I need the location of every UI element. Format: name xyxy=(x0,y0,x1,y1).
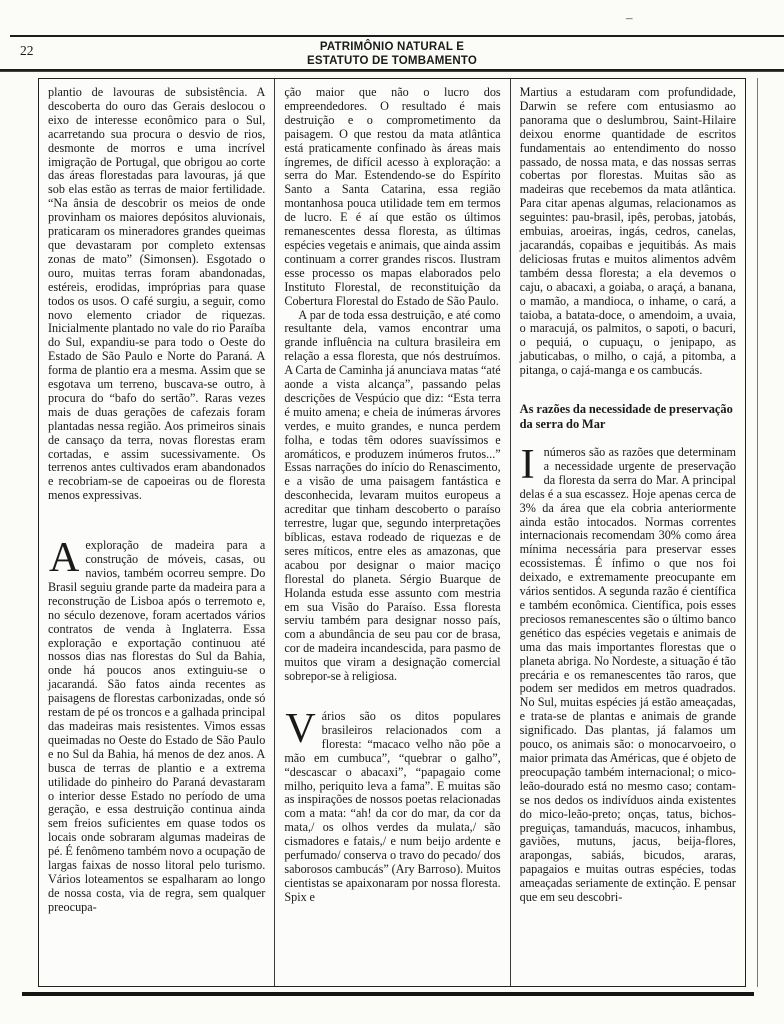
paragraph-text: exploração de madeira para a construção de móveis, casas, ou navios, também ocorreu sempre. Do Brasil seguiu grande parte da madeira para a reconstrução de Lisboa após o terremoto e, no século dezenove, foram acertados vários contratos de venda à Inglaterra. Essa exploração e exportação continuou até nossos dias nas florestas do Sul da Bahia, onde há poucos anos extinguiu-se o jacarandá. São fatos ainda recentes as paisagens de florestas carbonizadas, onde só restam de pé os troncos e a galhada principal das madeiras mais resistentes. Vimos essas queimadas no Oeste do Estado de São Paulo e no Sul da Bahia, há menos de dez anos. A busca de terras de plantio e a extrema utilidade do pinheiro do Paraná devastaram o interior desse Estado no período de uma geração, e essa destruição continua ainda sem freios suficientes em quase todos os locais onde sobraram algumas madeiras de pé. É fenômeno também novo a ocupação de largas faixas de nosso litoral pelo turismo. Vários loteamentos se espalharam ao longo de nossa costa, via de regra, sem qualquer preocupa- xyxy=(48,538,266,914)
top-rule xyxy=(10,35,784,37)
text-column-1 xyxy=(39,79,274,986)
paragraph: plantio de lavouras de subsistência. A descoberta do ouro das Gerais deslocou o eixo de interesse econômico para o Sul, acarretando sua procura o desvio de rios, desmonte de morros e uma incrível imigração de Portugal, que obrigou ao corte das áreas florestadas para lavouras, já que sob elas estão as terras de maior fertilidade. “Na ânsia de descobrir os meios de onde provinham os maiores depósitos aluvionais, praticaram os mineradores grandes queimas que devastaram por completo extensas zonas de mato” (Simonsen). Esgotado o ouro, muitas terras foram abandonadas, estéreis, erodidas, impróprias para quase todos os usos. O café surgiu, a seguir, como novo elemento criador de riquezas. Inicialmente plantado no vale do rio Paraíba do Sul, expandiu-se para todo o Oeste do Estado de São Paulo e Norte do Paraná. A forma de plantio era a mesma. Assim que se esgotava um terreno, buscava-se outro, à procura do “bafo do sertão”. Raras vezes mais de duas gerações de cafezais foram plantadas nessa região. Aos primeiros sinais de cansaço da terra, novas florestas eram cortadas, e assim sucessivamente. Os terrenos antes cultivados eram abandonados e recobriam-se de capoeiras ou de floresta menos expressivas. xyxy=(48,85,266,503)
header-rule xyxy=(0,69,784,72)
bottom-rule xyxy=(22,992,754,996)
paragraph: A par de toda essa destruição, e até como resultante dela, vamos encontrar uma grande influência na cultura brasileira em relação a essa floresta, que nós destruímos. A Carta de Caminha já anunciava matas “até aonde a vista alcança”, passando pelas descrições de Vespúcio que diz: “Esta terra é muito amena; e cheia de inúmeras árvores verdes, e muito grandes, e nunca perdem folha, e todas têm odores suavíssimos e aromáticos, e produzem inúmeros frutos...” Essas narrações do início do Renascimento, e a visão de uma paisagem fantástica e desconhecida, levaram muitos europeus a acreditar que tinham descoberto o paraíso terrestre, lugar que, segundo interpretações bíblicas, estava rodeado de riquezas e de seres míticos, entre eles as amazonas, que acabou por designar o maior maciço florestal do planeta. Sérgio Buarque de Holanda estuda esse assunto com mestria em sua Visão do Paraíso. Essa floresta serviu também para designar nosso país, com a abundância de seu pau cor de brasa, cor de madeira incandescida, para pasmo de muitos que viram a designação comercial sobrepor-se à religiosa. xyxy=(284,307,501,684)
paragraph-dropcap-v xyxy=(284,705,501,905)
scan-corner-mark: – xyxy=(626,10,633,25)
dropcap-letter: A xyxy=(49,535,80,582)
paragraph: ção maior que não o lucro dos empreendedores. O resultado é mais destruição e o comprometimento da paisagem. O que restou da mata atlântica está praticamente confinado às áreas mais íngremes, de difícil acesso à exploração: a serra do Mar. Estendendo-se do Espírito Santo a Santa Catarina, essa região montanhosa pouca utilidade tem em termos de lucro. E é aí que estão os últimos remanescentes dessa floresta, as últimas espécies vegetais e animais, que ainda assim continuam a correr grandes riscos. Ilustram esse processo os mapas elaborados pelo Instituto Florestal, de reconstituição da Cobertura Florestal do Estado de São Paulo. xyxy=(284,85,501,308)
text-column-2 xyxy=(274,79,509,986)
running-head xyxy=(0,41,784,68)
dropcap-letter: I xyxy=(520,442,535,489)
section-heading: As razões da necessidade de preservação da serra do Mar xyxy=(519,402,733,432)
paragraph-text: números são as razões que determinam a necessidade urgente de preservação da floresta da serra do Mar. A principal delas é a sua escassez. Hoje apenas cerca de 3% da área que ela cobria anteriormente ainda estão intocados. Normas correntes internacionais recomendam 30% como área mínima necessária para preservar esses ecossistemas. É ínfimo o que nos foi deixado, e extremamente preocupante em vários sentidos. A segunda razão é científica e também econômica. Científica, pois esses preciosos remanescentes são o último banco genético das espécies vegetais e animais de uma das mais importantes florestas que o planeta abriga. No Nordeste, a situação é tão precária e os remanescentes tão raros, que podem ser medidos em metros quadrados. No Sul, muitas espécies já estão ameaçadas, e trata-se de plantas e animais de grande significado. Das plantas, já falamos um pouco, os animais são: o monocarvoeiro, o maior primata das Américas, que é objeto de preocupação também internacional; o mico-leão-dourado está no mesmo caso; contam-se nos dedos os indivíduos ainda existentes do mico-leão-preto; onças, tatus, bichos-preguiças, tamanduás, macucos, inhambus, gaviões, mutuns, jacus, beija-flores, arapongas, sabiás, bicudos, araras, papagaios e muitas outras espécies, todas ameaçadas seriamente de extinção. E pensar que em seu descobri- xyxy=(519,445,736,905)
paragraph-dropcap-a xyxy=(48,535,266,914)
dropcap-letter: V xyxy=(285,705,316,752)
page-number: 22 xyxy=(20,43,34,58)
paragraph-text: ários são os ditos populares brasileiros relacionados com a floresta: “macaco velho não põe a mão em cumbuca”, “quebrar o galho”, “descascar o abacaxi”, “papagaio come milho, periquito leva a fama”. E muitas são as inspirações de nossos poetas relacionadas com a mata: “ah! da cor do mar, da cor da mata,/ os olhos verdes da mulata,/ são cismadores e fatais,/ e num beijo ardente e perfumado/ conserva o travo do pecado/ dos saborosos cambucás” (Ary Barroso). Muitos cientistas se apaixonaram por nossa floresta. Spix e xyxy=(284,708,501,904)
running-head-line1: PATRIMÔNIO NATURAL E xyxy=(319,41,465,53)
paragraph: Martius a estudaram com profundidade, Darwin se refere com entusiasmo ao panorama que o deslumbrou, Saint-Hilaire deixou enorme quantidade de escritos fundamentais ao entendimento do nosso passado, de nossa mata, e das nossas serras cobertas por florestas. Muitas são as madeiras que recebemos da mata atlântica. Para citar apenas algumas, relacionamos as seguintes: pau-brasil, ipês, perobas, jatobás, embuias, aroeiras, ingás, cedros, canelas, jacarandás, copaibas e jequitibás. As mais deliciosas frutas e muitos alimentos advêm também dessa floresta; a ela devemos o caju, o abacaxi, a goiaba, o araçá, a banana, o mamão, a mandioca, o inhame, o cará, a taioba, a batata-doce, o amendoim, a uvaia, o maracujá, os palmitos, o sapoti, o bacuri, o pequiá, o cupuaçu, o jenipapo, as jabuticabas, o milho, o cajá, a pitomba, a pitanga, o cajá-manga e os cambucás. xyxy=(519,85,736,378)
outer-page-edge-line xyxy=(757,78,758,987)
running-head-line2: ESTATUTO DE TOMBAMENTO xyxy=(306,54,478,67)
paragraph-dropcap-i xyxy=(519,442,736,905)
page-body-frame xyxy=(38,78,746,987)
text-column-3 xyxy=(510,79,745,986)
